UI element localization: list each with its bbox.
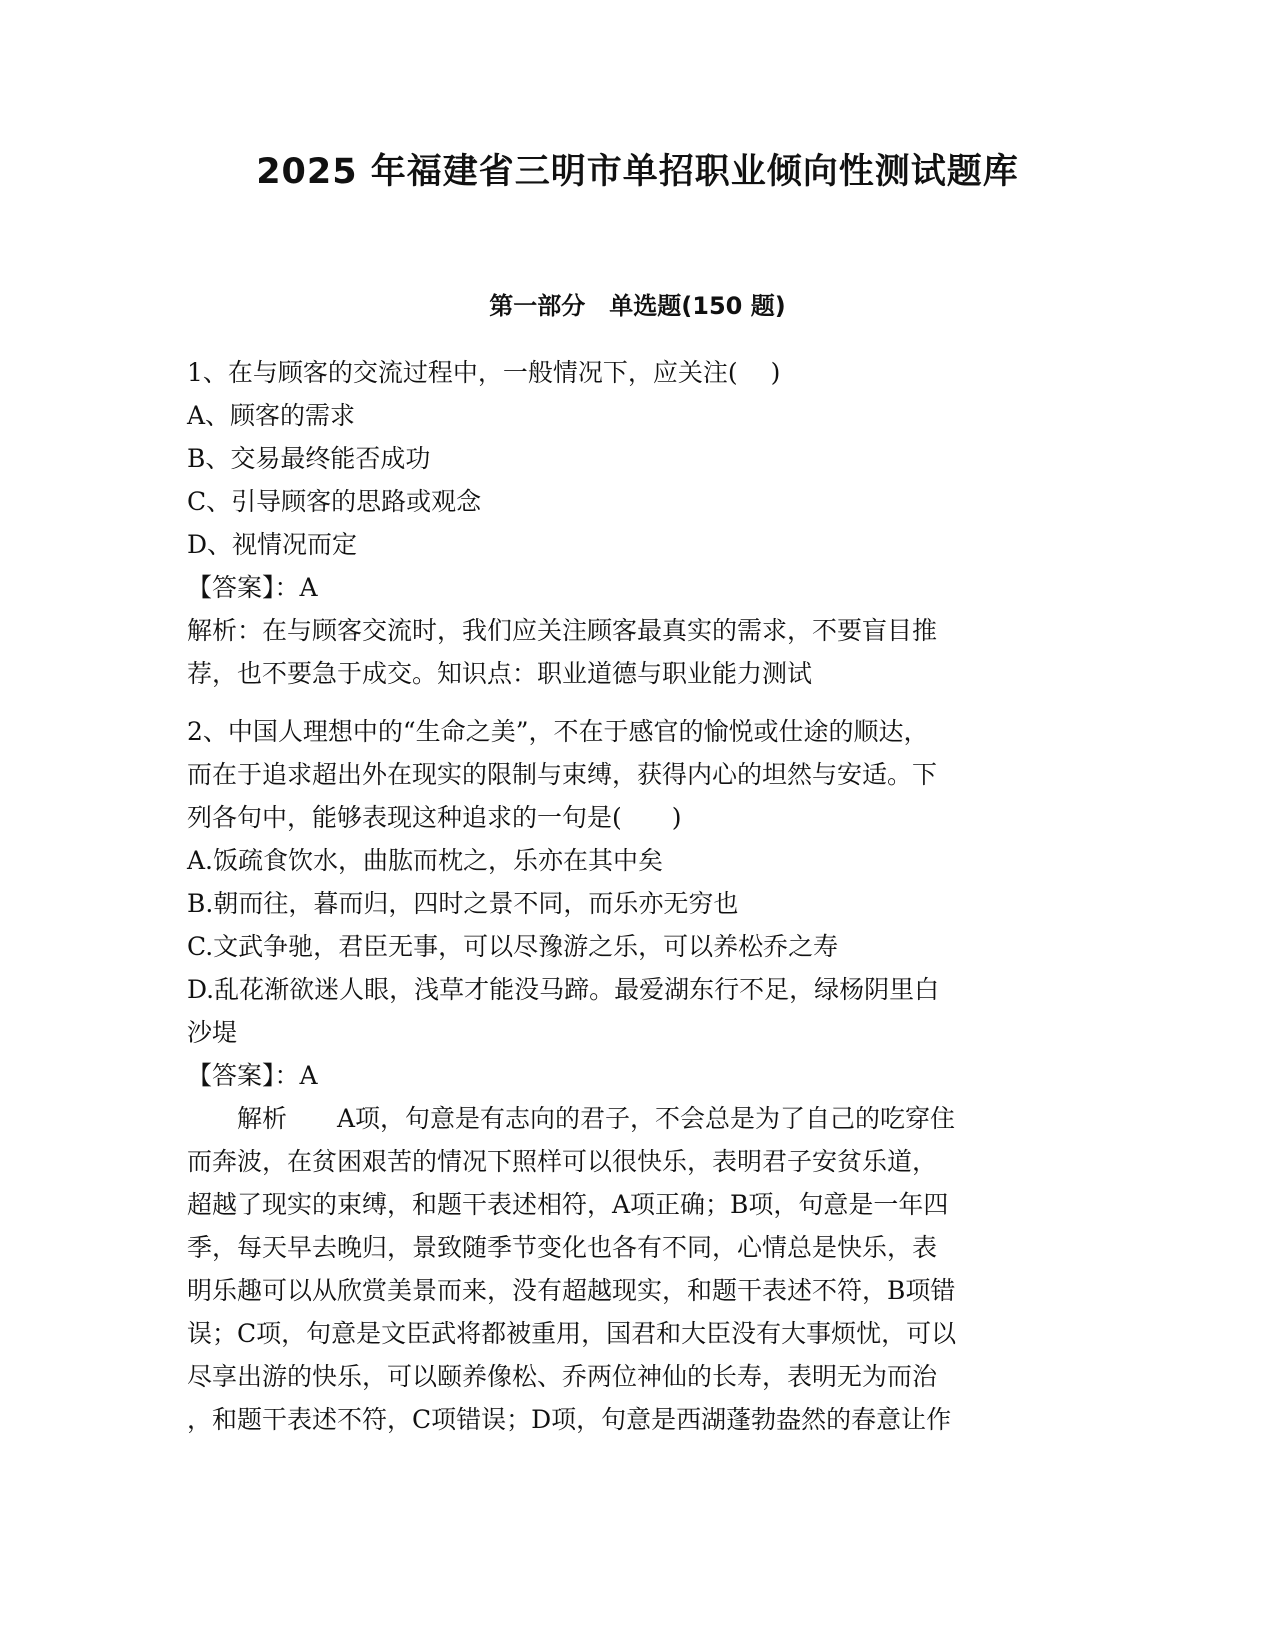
option-c: C.文武争驰，君臣无事，可以尽豫游之乐，可以养松乔之寿 [187,932,839,961]
analysis-line: 误；C项，句意是文臣武将都被重用，国君和大臣没有大事烦忧，可以 [187,1319,957,1348]
analysis-line: 解析 A项，句意是有志向的君子，不会总是为了自己的吃穿住 [187,1104,956,1133]
answer-line: 【答案】：A [187,573,318,602]
option-d: D、视情况而定 [187,530,358,559]
question-stem: 2、中国人理想中的“生命之美”，不在于感官的愉悦或仕途的顺达， [187,717,929,746]
question-gap [187,695,1087,710]
option-b: B、交易最终能否成功 [187,444,431,473]
question-stem: 列各句中，能够表现这种追求的一句是( ) [187,803,682,832]
analysis-line: 季，每天早去晚归，景致随季节变化也各有不同，心情总是快乐，表 [187,1233,938,1262]
question-stem: 而在于追求超出外在现实的限制与束缚，获得内心的坦然与安适。下 [187,760,938,789]
analysis-line: 尽享出游的快乐，可以颐养像松、乔两位神仙的长寿，表明无为而治 [187,1362,938,1391]
question-2 [187,710,1087,1441]
document-body [187,351,1087,1441]
analysis-line: 荐，也不要急于成交。知识点：职业道德与职业能力测试 [187,659,813,688]
option-d: D.乱花渐欲迷人眼，浅草才能没马蹄。最爱湖东行不足，绿杨阴里白 [187,975,940,1004]
section-heading: 第一部分 单选题(150 题) [489,292,786,320]
analysis-line: ，和题干表述不符，C项错误；D项，句意是西湖蓬勃盎然的春意让作 [187,1405,952,1434]
analysis-line: 而奔波，在贫困艰苦的情况下照样可以很快乐，表明君子安贫乐道， [187,1147,938,1176]
option-b: B.朝而往，暮而归，四时之景不同，而乐亦无穷也 [187,889,739,918]
option-a: A、顾客的需求 [187,401,356,430]
option-c: C、引导顾客的思路或观念 [187,487,482,516]
option-d-continued: 沙堤 [187,1018,238,1047]
answer-line: 【答案】：A [187,1061,318,1090]
analysis-line: 解析：在与顾客交流时，我们应关注顾客最真实的需求，不要盲目推 [187,616,938,645]
question-stem: 1、在与顾客的交流过程中，一般情况下，应关注( ) [187,358,781,387]
question-1 [187,351,1087,695]
document-title: 2025 年福建省三明市单招职业倾向性测试题库 [256,152,1019,192]
option-a: A.饭疏食饮水，曲肱而枕之，乐亦在其中矣 [187,846,664,875]
analysis-line: 明乐趣可以从欣赏美景而来，没有超越现实，和题干表述不符，B项错 [187,1276,956,1305]
analysis-line: 超越了现实的束缚，和题干表述相符，A项正确；B项，句意是一年四 [187,1190,949,1219]
